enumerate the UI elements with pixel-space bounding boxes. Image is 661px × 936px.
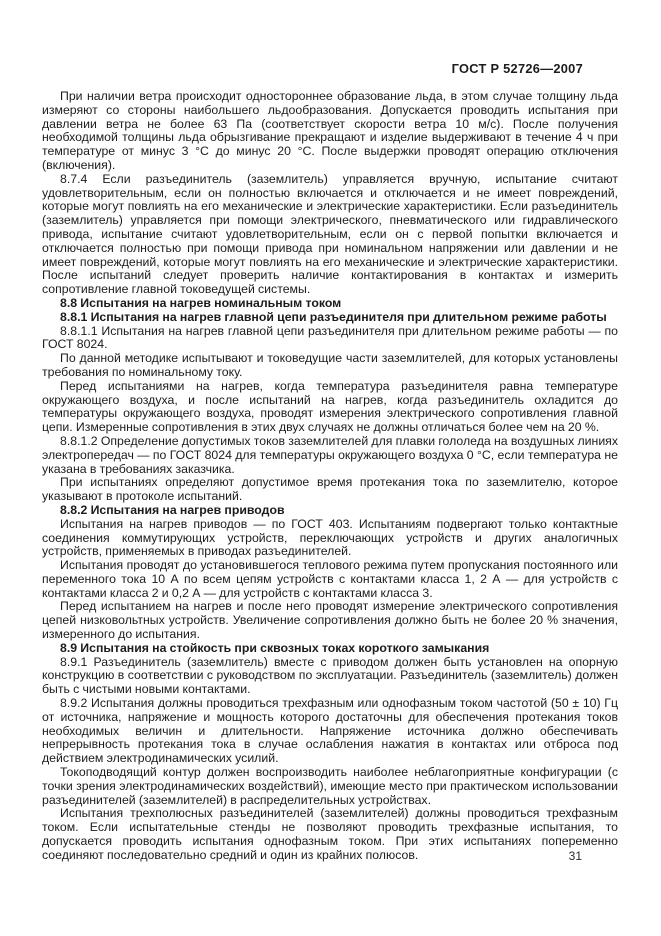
- paragraph: Перед испытанием на нагрев и после него проводят измерение электрического сопротивления цепей низковольтных устройств. Увеличение сопротивления должно быть не более 20 % значения, измеренного до испытания.: [42, 599, 618, 642]
- paragraph: Испытания проводят до установившегося теплового режима путем пропускания постоянного или переменного тока 10 А по всем цепям устройств с контактами класса 1, 2 А — для устройств с контактами класса 2 и 0,2 А — для устройств с контактами класса 3.: [42, 558, 618, 600]
- paragraph: При испытаниях определяют допустимое время протекания тока по заземлителю, которое указывают в протоколе испытаний.: [42, 475, 618, 504]
- paragraph: 8.9 Испытания на стойкость при сквозных токах короткого замыкания: [60, 640, 490, 655]
- paragraph: 8.8.1.1 Испытания на нагрев главной цепи разъединителя при длительном режиме работы — по ГОСТ 8024.: [42, 323, 618, 352]
- paragraph: При наличии ветра происходит одностороннее образование льда, в этом случае толщину льда измеряют со стороны наибольшего льдообразования. Допускается проводить испытания при давлении ветра не более 63 Па (соответствует скорости ветра 10 м/с). После получения необходимой толщины льда обрызгивание прекращают и изделие выдерживают в течение 4 ч при температуре от минус 3 °С до минус 20 °С. После выдержки проводят операцию отключения (включения).: [42, 89, 618, 172]
- running-header: ГОСТ Р 52726—2007: [451, 61, 583, 76]
- paragraph: 8.8.1 Испытания на нагрев главной цепи разъединителя при длительном режиме работы: [60, 309, 607, 324]
- paragraph: Испытания трехполюсных разъединителей (заземлителей) должны проводиться трехфазным током. Если испытательные стенды не позволяют проводить трехфазные испытания, то допускается проводить испытания однофазным током. При этих испытаниях попеременно соединяют последовательно средний и один из крайних полюсов.: [42, 806, 618, 862]
- paragraph: 8.8 Испытания на нагрев номинальным током: [60, 295, 342, 310]
- paragraph: 8.9.1 Разъединитель (заземлитель) вместе с приводом должен быть установлен на опорную конструкцию в соответствии с руководством по эксплуатации. Разъединитель (заземлитель) должен быть с чистыми новыми контактами.: [42, 654, 618, 697]
- page-number: 31: [568, 849, 582, 863]
- paragraph: 8.9.2 Испытания должны проводиться трехфазным или однофазным током частотой (50 ± 10) Гц от источника, напряжение и мощность которого достаточны для обеспечения протекания токов необходимых величин и длительности. Напряжение источника должно обеспечивать непрерывность протекания тока в случае ослабления нажатия в контактах или отброса под действием электродинамических усилий.: [42, 696, 618, 766]
- paragraph: 8.8.1.2 Определение допустимых токов заземлителей для плавки гололеда на воздушных линиях электропередач — по ГОСТ 8024 для температуры окружающего воздуха 0 °С, если температура не указана в требованиях заказчика.: [42, 433, 618, 476]
- paragraph: Токоподводящий контур должен воспроизводить наиболее неблагоприятные конфигурации (с точки зрения электродинамических воздействий), имеющие место при практическом использовании разъединителей (заземлителей) в распределительных устройствах.: [42, 765, 618, 807]
- document-body: [42, 90, 618, 863]
- paragraph: 8.7.4 Если разъединитель (заземлитель) управляется вручную, испытание считают удовлетворительным, если он полностью включается и отключается и не имеет повреждений, которые могут повлиять на его механические и электрические характеристики. Если разъединитель (заземлитель) управляется при помощи электрического, пневматического или гидравлического привода, испытание считают удовлетворительным, если он с первой попытки включается и отключается полностью при помощи привода при номинальном напряжении или давлении и не имеет повреждений, которые могут повлиять на его механические и электрические характеристики. После испытаний следует проверить наличие контактирования в контактах и измерить сопротивление главной токоведущей системы.: [42, 171, 618, 297]
- paragraph: Испытания на нагрев приводов — по ГОСТ 403. Испытаниям подвергают только контактные соединения коммутирующих устройств, переключающих устройств и других аналогичных устройств, применяемых в приводах разъединителей.: [42, 516, 618, 559]
- paragraph: По данной методике испытывают и токоведущие части заземлителей, для которых установлены требования по номинальному току.: [42, 351, 618, 379]
- paragraph: 8.8.2 Испытания на нагрев приводов: [60, 502, 285, 517]
- paragraph: Перед испытаниями на нагрев, когда температура разъединителя равна температуре окружающего воздуха, и после испытаний на нагрев, когда разъединитель охладится до температуры окружающего воздуха, проводят измерения электрического сопротивления главной цепи. Измеренные сопротивления в этих двух случаях не должны отличаться более чем на 20 %.: [42, 378, 618, 435]
